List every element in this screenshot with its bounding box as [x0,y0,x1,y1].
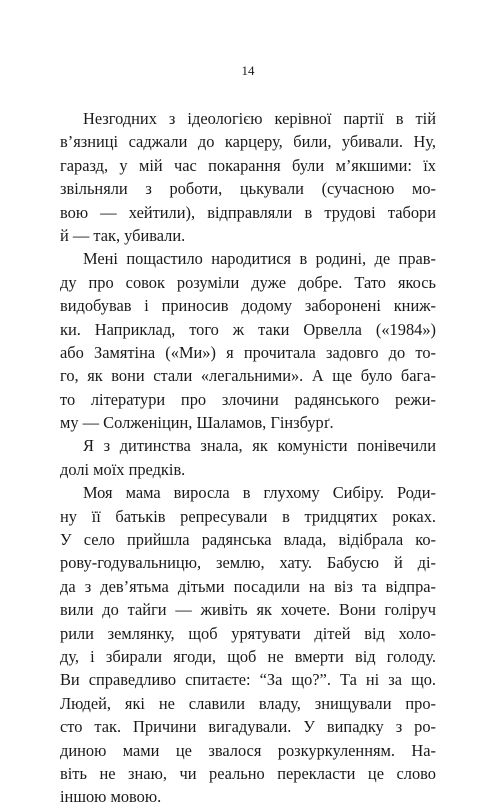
text-line: то літератури про злочини радянського режи- [60,389,436,409]
text-line: долі моїх предків. [60,459,186,479]
text-line: сто так. Причини вигадували. У випадку з ро- [60,717,436,737]
text-line: видобував і приносив додому заборонені книж- [60,296,436,316]
text-line: Незгодних з ідеологією керівної партії в тій [83,109,436,128]
text-line: го, як вони стали «легальними». А ще було бага- [60,366,436,386]
paragraph-4 [60,481,436,808]
text-line: Людей, які не славили владу, знищували про- [60,693,436,713]
text-line: ки. Наприклад, того ж таки Орвелла («1984») [60,319,436,339]
text-line: Ви справедливо спитаєте: “За що?”. Та ні за що. [60,670,436,690]
text-line: рову-годувальницю, землю, хату. Бабусю й ді- [60,553,436,573]
text-line: рили землянку, щоб урятувати дітей від холо- [60,623,436,643]
body-text [60,107,436,809]
text-line: ду про совок розуміли дуже добре. Тато якось [60,272,436,292]
text-line: да з дев’ятьма дітьми посадили на віз та відпра- [60,576,436,596]
text-line: або Замятіна («Ми») я прочитала задовго до то- [60,342,436,362]
text-line: в’язниці саджали до карцеру, били, убивали. Ну, [60,132,436,152]
paragraph-3 [60,434,436,481]
text-line: У село прийшла радянська влада, відібрала ко- [60,530,436,550]
text-line: ну її батьків репресували в тридцятих роках. [60,506,436,526]
text-line: вили до тайги — живіть як хочете. Вони голіруч [60,600,436,620]
text-line: Моя мама виросла в глухому Сибіру. Роди- [83,483,436,503]
text-line: ду, і збирали ягоди, щоб не вмерти від голоду. [60,646,436,666]
text-line: іншою мовою. [60,787,162,807]
paragraph-2 [60,247,436,434]
text-line: віть не знаю, чи реально перекласти це слово [60,763,436,783]
text-line: звільняли з роботи, цькували (сучасною мо- [60,179,436,199]
paragraph-1 [60,107,436,247]
page-number: 14 [241,63,255,78]
text-line: й — так, убивали. [60,225,186,245]
text-line: вою — хейтили), відправляли в трудові табори [60,202,436,222]
text-line: Мені пощастило народитися в родині, де прав- [83,249,436,269]
text-line: гаразд, у мій час покарання були м’якшими: їх [60,155,436,175]
text-line: Я з дитинства знала, як комуністи понівечили [83,436,436,456]
text-line: диною мами це звалося розкуркуленням. На- [60,740,436,760]
text-line: му — Солженіцин, Шаламов, Гінзбурґ. [60,413,334,433]
